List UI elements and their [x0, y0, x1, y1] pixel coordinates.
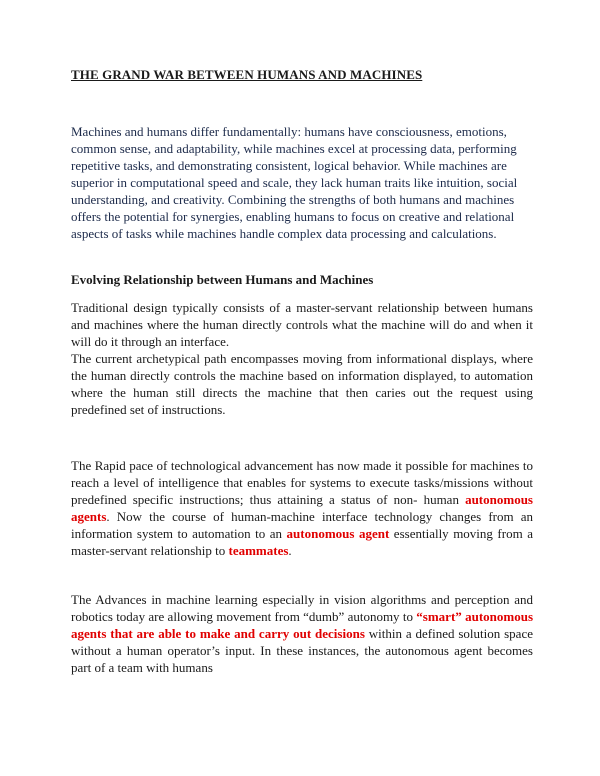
- text-run: within a defined solution space without a human operator’s input. In these instances, the autonomous agent becomes part of a team with humans: [71, 626, 533, 675]
- intro-paragraph: Machines and humans differ fundamentally: humans have consciousness, emotions, common sense, and adaptability, while machines excel at processing data, performing repetitive tasks, and demonstrating consistent, logical behavior. While machines are superior in computational speed and scale, they lack human traits like intuition, social understanding, and creativity. Combining the strengths of both humans and machines offers the potential for synergies, enabling humans to focus on creative and relational aspects of tasks while machines handle complex data processing and calculations.: [71, 124, 518, 241]
- highlight-smart-agents: “smart” autonomous agents that are able to make and carry out decisions: [71, 609, 533, 641]
- highlight-autonomous-agent: autonomous agent: [286, 526, 390, 541]
- text-run: . Now the course of human-machine interface technology changes from an information system to automation to an: [71, 509, 533, 541]
- document-title: THE GRAND WAR BETWEEN HUMANS AND MACHINES: [71, 67, 423, 82]
- text-run: essentially moving from a master-servant relationship to: [71, 526, 533, 558]
- text-run: .: [288, 543, 292, 558]
- paragraph-archetypical-path: The current archetypical path encompasses moving from informational displays, where the human directly controls the machine based on information displayed, to automation where the human still directs the machine that then caries out the request using predefined set of instructions.: [71, 351, 533, 417]
- paragraph-rapid-pace: [71, 457, 533, 559]
- text-run: The Rapid pace of technological advancement has now made it possible for machines to reach a level of intelligence that enables for systems to execute tasks/missions without predefined specific instructions; thus attaining a status of non- human: [71, 458, 533, 507]
- paragraph-advances: [71, 591, 533, 676]
- paragraph-traditional-design: Traditional design typically consists of a master-servant relationship between humans and machines where the human directly controls what the machine will do and when it will do it through an interface.: [71, 300, 533, 349]
- section-heading: Evolving Relationship between Humans and Machines: [71, 272, 374, 287]
- highlight-autonomous-agents: autonomous agents: [71, 492, 533, 524]
- text-run: The Advances in machine learning especially in vision algorithms and perception and robotics today are allowing movement from “dumb” autonomy to: [71, 592, 533, 624]
- highlight-teammates: teammates: [228, 543, 289, 558]
